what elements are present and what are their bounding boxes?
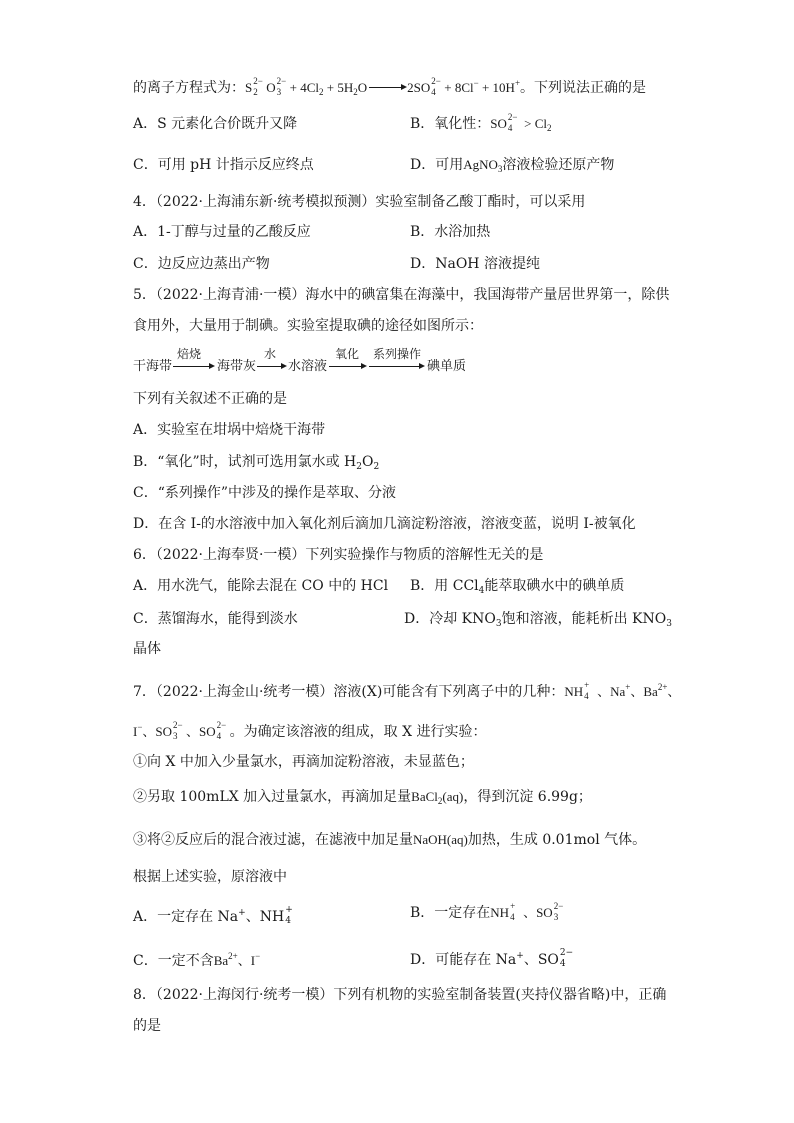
ionic-equation: S 2− 2 O 2− 3 + $4Cl_2 + 5H_2O$ 2SO 2− 4 + 8Cl− + 10H+ bbox=[245, 76, 521, 97]
flow-node-iodine: 碘单质 bbox=[427, 359, 467, 374]
q7-experiment-2: ②另取 100mLX 加入过量氯水，再滴加足量BaCl$_2$(aq)，得到沉淀 6.99g； bbox=[133, 789, 592, 806]
flow-node-kelp-ash: 海带灰 bbox=[217, 359, 257, 374]
q5-ask: 下列有关叙述不正确的是 bbox=[133, 391, 287, 407]
q5-option-d: D．在含 I-的水溶液中加入氧化剂后滴加几滴淀粉溶液，溶液变蓝，说明 I-被氧化 bbox=[133, 516, 636, 532]
flow-arrow-icon bbox=[257, 366, 285, 367]
q5-stem-line2: 食用外，大量用于制碘。实验室提取碘的途径如图所示： bbox=[133, 318, 483, 334]
q3-equation-line: 的离子方程式为：S 2− 2 O 2− 3 + $4Cl_2 + 5H_2O$ 2SO 2− 4 + 8Cl− + 10H+。下列说法正确的是 bbox=[133, 76, 647, 97]
flow-node-dry-kelp: 干海带 bbox=[133, 359, 173, 374]
q3-option-c: C．可用 pH 计指示反应终点 bbox=[133, 157, 314, 173]
q4-option-b: B．水浴加热 bbox=[410, 224, 491, 240]
q6-option-b: B．用 CCl$_4$能萃取碘水中的碘单质 bbox=[410, 578, 625, 596]
q7-experiment-1: ①向 X 中加入少量氯水，再滴加淀粉溶液，未显蓝色； bbox=[133, 754, 474, 770]
q7-experiment-3: ③将②反应后的混合液过滤，在滤液中加足量NaOH(aq)加热，生成 0.01mol 气体。 bbox=[133, 832, 647, 848]
flow-arrow-icon bbox=[173, 366, 213, 367]
q6-option-d-wrap: 晶体 bbox=[133, 641, 161, 657]
flow-label-water: 水 bbox=[264, 347, 277, 361]
q6-stem: 6．（2022·上海奉贤·一模）下列实验操作与物质的溶解性无关的是 bbox=[133, 547, 544, 563]
reaction-arrow-icon bbox=[369, 87, 405, 88]
q7-option-d: D．可能存在 Na+、SO 2− 4 bbox=[410, 948, 574, 969]
q8-stem-line1: 8．（2022·上海闵行·统考一模）下列有机物的实验室制备装置(夹持仪器省略)中，正确 bbox=[133, 987, 667, 1003]
flow-arrow-icon bbox=[329, 366, 365, 367]
q3-option-d: D．可用AgNO$_3$溶液检验还原产物 bbox=[410, 157, 615, 174]
flow-label-oxidize: 氧化 bbox=[335, 347, 360, 361]
flow-arrow-icon bbox=[369, 366, 423, 367]
q3-option-a: A．S 元素化合价既升又降 bbox=[133, 116, 298, 132]
q7-option-a: A．一定存在 Na+、NH + 4 bbox=[133, 905, 293, 926]
q6-option-d: D．冷却 $KNO_3$饱和溶液，能耗析出 $KNO_3$ bbox=[404, 611, 672, 629]
q4-option-c: C．边反应边蒸出产物 bbox=[133, 256, 270, 272]
flow-label-roast: 焙烧 bbox=[177, 347, 202, 361]
q3-option-b: B．氧化性：SO 2− 4 > $Cl_2$ bbox=[410, 112, 552, 133]
q5-option-b: B．“氧化”时，试剂可选用氯水或 $H_2O_2$ bbox=[133, 454, 380, 472]
q8-stem-line2: 的是 bbox=[133, 1018, 161, 1034]
q5-option-a: A．实验室在坩埚中焙烧干海带 bbox=[133, 422, 326, 438]
q7-ask: 根据上述实验，原溶液中 bbox=[133, 869, 287, 885]
q5-stem-line1: 5．（2022·上海青浦·一模）海水中的碘富集在海藻中，我国海带产量居世界第一，除供 bbox=[133, 287, 670, 303]
q4-option-a: A．1-丁醇与过量的乙酸反应 bbox=[133, 224, 311, 240]
q4-stem: 4．（2022·上海浦东新·统考模拟预测）实验室制备乙酸丁酯时，可以采用 bbox=[133, 194, 586, 210]
flow-node-solution: 水溶液 bbox=[288, 359, 328, 374]
q7-option-b: B．一定存在NH + 4 、SO 2− 3 bbox=[410, 901, 564, 922]
flow-label-series-ops: 系列操作 bbox=[373, 347, 422, 361]
q6-option-a: A．用水洗气，能除去混在 CO 中的 HCl bbox=[133, 578, 389, 594]
q7-stem-line1: 7．（2022·上海金山·统考一模）溶液(X)可能含有下列离子中的几种：NH + 4 、Na+、$Ba^{2+}$、 bbox=[133, 680, 681, 701]
q7-option-c: C．一定不含$Ba^{2+}$、I− bbox=[133, 951, 261, 969]
q6-option-c: C．蒸馏海水，能得到淡水 bbox=[133, 611, 298, 627]
q5-option-c: C．“系列操作”中涉及的操作是萃取、分液 bbox=[133, 485, 397, 501]
q7-stem-line2: I−、SO 2− 3 、SO 2− 4 。为确定该溶液的组成，取 X 进行实验： bbox=[133, 720, 487, 741]
iodine-extraction-flowchart bbox=[133, 348, 493, 378]
q4-option-d: D．NaOH 溶液提纯 bbox=[410, 256, 540, 272]
